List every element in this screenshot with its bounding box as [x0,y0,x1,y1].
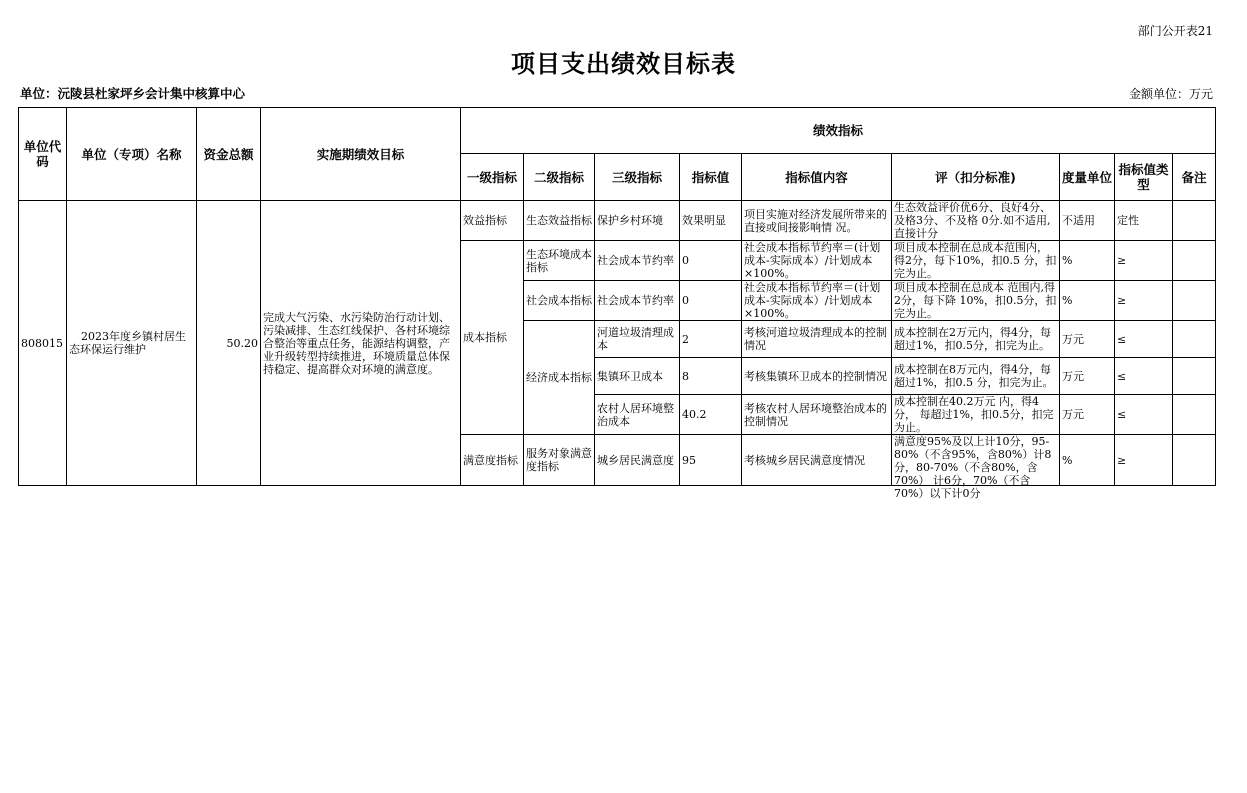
header-content: 指标值内容 [742,154,892,201]
row6-note [1173,435,1216,486]
row1-measure: % [1060,241,1115,281]
row2-level3: 社会成本节约率 [595,281,680,321]
header-indicators: 绩效指标 [461,108,1216,154]
row3-note [1173,321,1216,358]
header-value: 指标值 [680,154,742,201]
header-score: 评（扣分标准) [892,154,1060,201]
header-note: 备注 [1173,154,1216,201]
row2-score [892,281,1060,321]
row0-content [742,201,892,241]
row4-content [742,358,892,395]
row6-level3: 城乡居民满意度 [595,435,680,486]
header-unit-name: 单位（专项）名称 [67,108,197,201]
header-level2: 二级指标 [524,154,595,201]
row6-value: 95 [680,435,742,486]
header-level3: 三级指标 [595,154,680,201]
row2-score-text: 项目成本控制在总成本 范围内,得2分，每下降 10%，扣0.5分，扣完为止。 [894,281,1057,320]
row0-measure: 不适用 [1060,201,1115,241]
level1-cost: 成本指标 [461,241,524,435]
row5-score-text: 成本控制在40.2万元 内，得4分， 每超过1%，扣0.5分，扣完为止。 [894,395,1054,434]
level1-satisfaction: 满意度指标 [461,435,524,486]
row0-score-text: 生态效益评价优6分、良好4分、及格3分、不及格 0分.如不适用,直接计分 [894,201,1051,240]
row5-content-text: 考核农村人居环境整治成本的控制情况 [744,401,887,428]
row1-content [742,241,892,281]
row6-content-text: 考核城乡居民满意度情况 [744,453,865,467]
project-name-text: 2023年度乡镇村居生态环保运行维护 [69,330,186,356]
header-goal: 实施期绩效目标 [261,108,461,201]
row4-level3: 集镇环卫成本 [595,358,680,395]
level2-eco-benefit: 生态效益指标 [524,201,595,241]
row3-score-text: 成本控制在2万元内，得4分，每超过1%，扣0.5分，扣完为止。 [894,326,1051,352]
row1-value: 0 [680,241,742,281]
row1-note [1173,241,1216,281]
row4-note [1173,358,1216,395]
row4-score [892,358,1060,395]
performance-table [18,107,1216,500]
row3-type: ≤ [1115,321,1173,358]
row5-score [892,395,1060,435]
row6-content [742,435,892,486]
header-type: 指标值类型 [1115,154,1173,201]
project-amount: 50.20 [197,201,261,486]
row1-score [892,241,1060,281]
project-name [67,201,197,486]
header-row-1 [19,108,1216,154]
row1-score-text: 项目成本控制在总成本范围内，得2分，每下10%，扣0.5 分，扣完为止。 [894,241,1057,280]
row5-value: 40.2 [680,395,742,435]
row5-note [1173,395,1216,435]
row6-score-text: 满意度95%及以上计10分，95-80%（不含95%，含80%）计8分，80-70%（不含80%，含70%） 计6分，70%（不含70%）以下计0分 [894,435,1052,500]
row0-level3: 保护乡村环境 [595,201,680,241]
project-goal: 完成大气污染、水污染防治行动计划、污染减排、生态红线保护、各村环境综合整治等重点任务，能源结构调整，产业升级转型持续推进，环境质量总体保持稳定、提高群众对环境的满意度。 [261,201,461,486]
row5-level3: 农村人居环境整治成本 [595,395,680,435]
row1-type: ≥ [1115,241,1173,281]
row3-level3: 河道垃圾清理成本 [595,321,680,358]
row5-measure: 万元 [1060,395,1115,435]
row0-note [1173,201,1216,241]
row3-content [742,321,892,358]
project-code: 808015 [19,201,67,486]
row4-score-text: 成本控制在8万元内，得4分，每超过1%，扣0.5 分，扣完为止。 [894,363,1054,389]
row6-score [892,435,1060,500]
row1-content-text: 社会成本指标节约率＝(计划成本-实际成本）/计划成本×100%。 [744,241,881,280]
row5-content [742,395,892,435]
row2-content [742,281,892,321]
row4-value: 8 [680,358,742,395]
row2-content-text: 社会成本指标节约率＝(计划成本-实际成本）/计划成本×100%。 [744,281,881,320]
row0-score [892,201,1060,241]
level2-social-cost: 社会成本指标 [524,281,595,321]
row3-value: 2 [680,321,742,358]
page-corner-label: 部门公开表21 [1137,24,1213,38]
row2-value: 0 [680,281,742,321]
money-unit-label: 金额单位：万元 [1128,87,1213,101]
unit-label: 单位：沅陵县杜家坪乡会计集中核算中心 [20,86,246,101]
row3-measure: 万元 [1060,321,1115,358]
row6-measure: % [1060,435,1115,486]
row4-content-text: 考核集镇环卫成本的控制情况 [744,369,887,383]
row5-type: ≤ [1115,395,1173,435]
row4-type: ≤ [1115,358,1173,395]
header-measure: 度量单位 [1060,154,1115,201]
row0-type: 定性 [1115,201,1173,241]
row2-type: ≥ [1115,281,1173,321]
row2-measure: % [1060,281,1115,321]
level2-eco-env-cost: 生态环境成本指标 [524,241,595,281]
page-title: 项目支出绩效目标表 [511,50,736,78]
level2-service-sat: 服务对象满意度指标 [524,435,595,486]
header-level1: 一级指标 [461,154,524,201]
row3-score [892,321,1060,358]
level1-benefit: 效益指标 [461,201,524,241]
header-unit-code: 单位代码 [19,108,67,201]
row1-level3: 社会成本节约率 [595,241,680,281]
row4-measure: 万元 [1060,358,1115,395]
row6-type: ≥ [1115,435,1173,486]
row3-content-text: 考核河道垃圾清理成本的控制情况 [744,326,887,352]
row0-value: 效果明显 [680,201,742,241]
table-row [19,201,1216,241]
level2-econ-cost: 经济成本指标 [524,321,595,435]
row2-note [1173,281,1216,321]
header-fund-total: 资金总额 [197,108,261,201]
row0-content-text: 项目实施对经济发展所带来的直接或间接影响情 况。 [744,207,887,234]
